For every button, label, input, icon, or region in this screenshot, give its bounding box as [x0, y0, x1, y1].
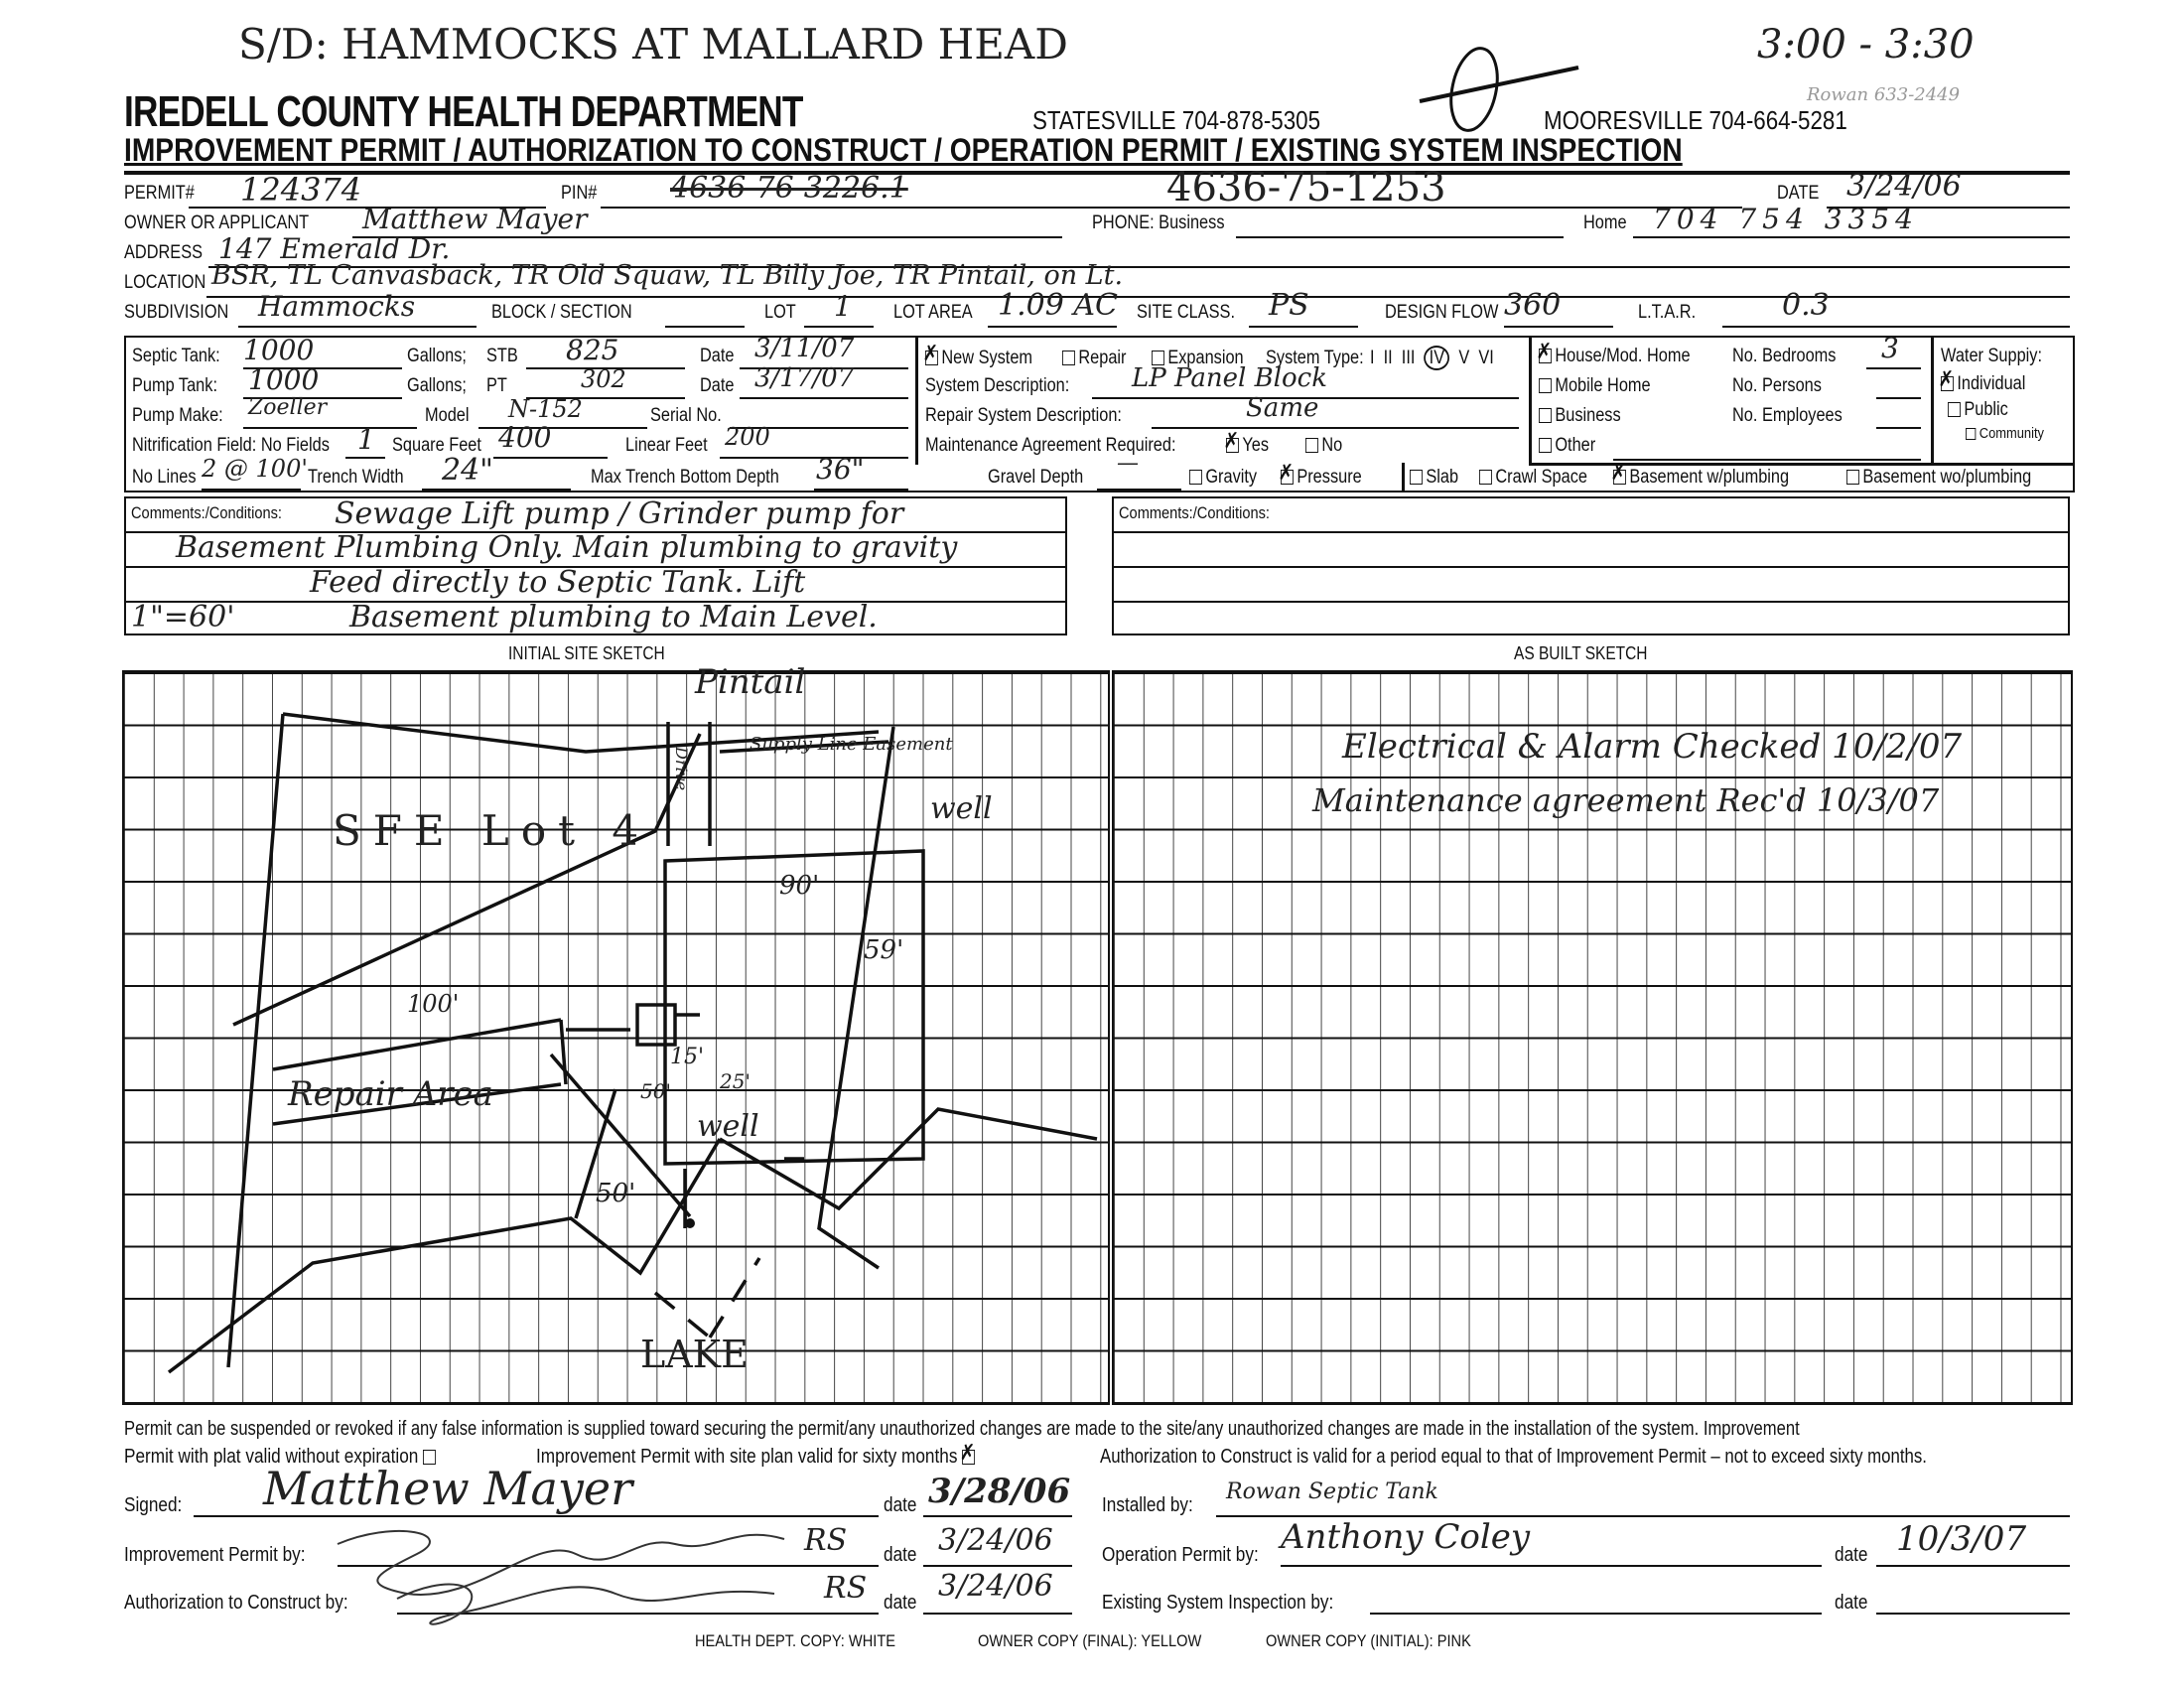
stb-label: STB	[486, 346, 518, 366]
serial-label: Serial No.	[650, 405, 722, 426]
lot-value: 1	[834, 290, 852, 323]
community-checkbox[interactable]	[1966, 425, 2044, 442]
revocation-notice: Permit can be suspended or revoked if any false information is supplied toward securing the permit/any unauthorized changes are made to the site/any unauthorized changes are made in the installation of the system. Improvement	[124, 1418, 1800, 1440]
bedrooms-value: 3	[1881, 332, 1899, 364]
public-checkbox[interactable]	[1948, 399, 2008, 421]
trench-width-field[interactable]	[422, 453, 571, 491]
handwritten-subdivision-note: S/D: HAMMOCKS AT MALLARD HEAD	[238, 20, 1068, 69]
sketch-label-drive: Drive	[672, 747, 691, 791]
block-field[interactable]	[665, 298, 745, 328]
sketch-label-tank-distance: 15'	[670, 1045, 705, 1069]
improvement-permit-signature: RS	[804, 1523, 848, 1558]
subdivision-field[interactable]	[238, 290, 477, 328]
checkbox-checked-icon	[1613, 470, 1626, 485]
slab-label: Slab	[1426, 467, 1459, 488]
gallons-label: Gallons;	[407, 375, 467, 396]
system-type-iv-selected[interactable]: IV	[1425, 346, 1450, 370]
mobile-home-label: Mobile Home	[1555, 375, 1651, 396]
plat-label: Permit with plat valid without expiration	[124, 1446, 419, 1468]
esi-date-field[interactable]	[1876, 1577, 2070, 1615]
handwritten-note-right: Rowan 633-2449	[1807, 84, 1961, 105]
atc-date-field[interactable]	[923, 1569, 1072, 1615]
max-depth-label: Max Trench Bottom Depth	[591, 467, 779, 488]
employees-label: No. Employees	[1732, 405, 1843, 426]
mobile-home-checkbox[interactable]	[1539, 375, 1651, 397]
address-value: 147 Emerald Dr.	[218, 232, 451, 265]
system-type-ii[interactable]: II	[1383, 348, 1393, 368]
lake-edge-path	[169, 1139, 720, 1372]
system-type-label: System Type:	[1266, 348, 1364, 368]
sketch-label-house-width: 90'	[779, 871, 820, 901]
signed-field[interactable]	[194, 1462, 879, 1517]
comment-rule	[1114, 531, 2068, 533]
maintenance-no-checkbox[interactable]	[1305, 435, 1342, 457]
ltar-field[interactable]	[1722, 288, 2070, 328]
lot-label: LOT	[764, 302, 796, 323]
sketch-label-distance-50b: 50'	[596, 1179, 636, 1208]
comments-left-box[interactable]	[124, 496, 1067, 635]
new-system-checkbox[interactable]	[925, 348, 1032, 369]
checkbox-icon	[1539, 408, 1552, 423]
checkbox-checked-icon	[925, 351, 938, 365]
system-type-iii[interactable]: III	[1401, 348, 1416, 368]
sketch-label-lines-length: 100'	[407, 990, 460, 1018]
op-date-value: 10/3/07	[1896, 1519, 2027, 1559]
house-checkbox[interactable]	[1539, 346, 1691, 367]
initial-sketch-title: INITIAL SITE SKETCH	[508, 643, 665, 663]
water-supply-title: Water Suppiy:	[1941, 346, 2043, 366]
permit-label: PERMIT#	[124, 183, 195, 204]
square-feet-value: 400	[498, 421, 552, 454]
comment-line-2: Basement Plumbing Only. Main plumbing to gravity	[176, 530, 958, 565]
pin-label: PIN#	[561, 183, 598, 204]
repair-checkbox[interactable]	[1062, 348, 1126, 369]
house-label: House/Mod. Home	[1555, 346, 1691, 366]
square-feet-label: Square Feet	[392, 435, 481, 456]
basement-w-checkbox[interactable]	[1613, 467, 1789, 489]
divider	[1931, 336, 1934, 465]
existing-inspection-by-field[interactable]	[1370, 1577, 1822, 1615]
other-field[interactable]	[1613, 435, 1921, 461]
max-depth-value: 36"	[816, 453, 865, 486]
owner-label: OWNER OR APPLICANT	[124, 212, 310, 233]
subdivision-value: Hammocks	[258, 290, 416, 323]
signed-date-label: date	[884, 1494, 917, 1516]
pump-tank-value: 1000	[248, 363, 320, 396]
operation-permit-by-field[interactable]	[1281, 1517, 1822, 1567]
as-built-sketch-title: AS BUILT SKETCH	[1514, 643, 1648, 663]
stb-date-label: Date	[700, 346, 735, 366]
pt-label: PT	[486, 375, 507, 396]
site-class-value: PS	[1269, 288, 1309, 323]
persons-field[interactable]	[1876, 371, 1921, 399]
improvement-permit-by-label: Improvement Permit by:	[124, 1544, 306, 1566]
system-description-label: System Description:	[925, 375, 1070, 396]
pump-tank-mark	[637, 1005, 675, 1045]
system-type-v[interactable]: V	[1458, 348, 1470, 368]
checkbox-icon	[1410, 470, 1423, 485]
esi-date-label: date	[1835, 1592, 1868, 1614]
repair-description-value: Same	[1246, 393, 1319, 423]
checkbox-icon	[1479, 470, 1492, 485]
comment-rule	[1114, 566, 2068, 568]
square-feet-field[interactable]	[493, 421, 608, 459]
subdivision-label: SUBDIVISION	[124, 302, 229, 323]
public-label: Public	[1964, 399, 2008, 420]
slab-checkbox[interactable]	[1410, 467, 1458, 489]
community-label: Community	[1979, 425, 2044, 442]
statesville-phone: STATESVILLE 704-878-5305	[1032, 105, 1321, 135]
gravel-depth-field[interactable]	[1097, 451, 1181, 491]
phone-business-label: PHONE: Business	[1092, 212, 1225, 233]
site-class-field[interactable]	[1249, 288, 1358, 328]
business-label: Business	[1555, 405, 1621, 426]
pin-struck-value: 4636-76-3226.1	[670, 171, 908, 206]
system-type-i[interactable]: I	[1370, 348, 1375, 368]
handwritten-time: 3:00 - 3:30	[1757, 22, 1975, 68]
pt-date-field[interactable]	[740, 363, 908, 399]
home-label: Home	[1583, 212, 1627, 233]
owner-value: Matthew Mayer	[362, 203, 588, 235]
installed-by-field[interactable]	[1216, 1479, 2070, 1517]
comments-left-label: Comments:/Conditions:	[131, 503, 282, 522]
basement-wo-label: Basement wo/plumbing	[1862, 467, 2032, 488]
gravel-depth-label: Gravel Depth	[988, 467, 1084, 488]
maintenance-no-label: No	[1321, 435, 1343, 456]
checkbox-icon	[1539, 438, 1552, 453]
copy-owner-initial: OWNER COPY (INITIAL): PINK	[1266, 1631, 1471, 1650]
ltar-label: L.T.A.R.	[1638, 302, 1697, 323]
business-checkbox[interactable]	[1539, 405, 1621, 427]
copy-owner-final: OWNER COPY (FINAL): YELLOW	[978, 1631, 1202, 1650]
pump-make-label: Pump Make:	[132, 405, 223, 426]
checkbox-checked-icon	[962, 1450, 975, 1465]
bedrooms-field[interactable]	[1866, 332, 1921, 369]
model-label: Model	[425, 405, 470, 426]
pt-date-label: Date	[700, 375, 735, 396]
checkbox-icon	[1846, 470, 1859, 485]
trench-line-1	[273, 1020, 561, 1069]
lot-area-field[interactable]	[988, 288, 1118, 328]
lot-field[interactable]	[804, 290, 874, 328]
pin-value: 4636-75-1253	[1166, 165, 1446, 211]
no-lines-label: No Lines	[132, 467, 197, 488]
checkbox-icon	[1062, 351, 1075, 365]
sketch-label-sfe-lot: SFE Lot 4	[333, 806, 651, 855]
repair-description-field[interactable]	[1152, 393, 1519, 429]
septic-tank-label: Septic Tank:	[132, 346, 220, 366]
crawl-space-checkbox[interactable]	[1479, 467, 1587, 489]
gravel-depth-value: —	[1117, 451, 1139, 476]
date-value: 3/24/06	[1846, 169, 1962, 204]
existing-inspection-by-label: Existing System Inspection by:	[1102, 1592, 1334, 1614]
no-lines-value: 2 @ 100'	[202, 455, 308, 483]
design-flow-label: DESIGN FLOW	[1385, 302, 1499, 323]
new-system-label: New System	[941, 348, 1033, 368]
signed-date-value: 3/28/06	[928, 1472, 1071, 1511]
individual-label: Individual	[1957, 373, 2026, 394]
repair-description-label: Repair System Description:	[925, 405, 1122, 426]
op-date-field[interactable]	[1876, 1519, 2070, 1567]
basement-w-label: Basement w/plumbing	[1629, 467, 1790, 488]
atc-by-label: Authorization to Construct by:	[124, 1592, 348, 1614]
gravity-label: Gravity	[1205, 467, 1258, 488]
repair-label: Repair	[1078, 348, 1127, 368]
pump-make-value: Zoeller	[248, 395, 328, 420]
individual-checkbox[interactable]	[1941, 373, 2025, 395]
checkbox-icon	[1539, 378, 1552, 393]
signed-date-field[interactable]	[923, 1472, 1072, 1517]
maintenance-yes-checkbox[interactable]	[1226, 435, 1269, 457]
expansion-label: Expansion	[1167, 348, 1244, 368]
trench-width-label: Trench Width	[308, 467, 404, 488]
linear-feet-label: Linear Feet	[625, 435, 708, 456]
checkbox-icon	[1305, 438, 1318, 453]
checkbox-checked-icon	[1941, 376, 1954, 391]
comments-right-box[interactable]	[1112, 496, 2070, 635]
agency-name: IREDELL COUNTY HEALTH DEPARTMENT	[124, 87, 803, 136]
system-description-value: LP Panel Block	[1132, 363, 1327, 393]
model-value: N-152	[508, 395, 583, 423]
checkbox-checked-icon	[1539, 349, 1552, 363]
copy-health-dept: HEALTH DEPT. COPY: WHITE	[695, 1631, 896, 1650]
checkbox-checked-icon	[1281, 470, 1294, 485]
persons-label: No. Persons	[1732, 375, 1822, 396]
home-phone-field[interactable]	[1633, 203, 2070, 238]
sketch-label-house-depth: 59'	[864, 935, 904, 965]
ip-date-label: date	[884, 1544, 917, 1566]
operation-permit-signature: Anthony Coley	[1281, 1517, 1531, 1557]
form-title: IMPROVEMENT PERMIT / AUTHORIZATION TO CONSTRUCT / OPERATION PERMIT / EXISTING SYSTEM INSPECTION	[124, 132, 1683, 168]
installed-by-value: Rowan Septic Tank	[1226, 1479, 1438, 1504]
lot-area-value: 1.09 AC	[998, 288, 1118, 323]
block-label: BLOCK / SECTION	[491, 302, 632, 323]
comments-right-label: Comments:/Conditions:	[1119, 503, 1270, 522]
sketch-label-repair-area: Repair Area	[288, 1074, 493, 1114]
pt-date-value: 3/17/07	[754, 363, 855, 393]
sketch-label-pintail: Pintail	[695, 662, 806, 702]
comment-line-3: Feed directly to Septic Tank. Lift	[310, 565, 806, 600]
system-type-options[interactable]	[1370, 348, 1494, 369]
lot-area-label: LOT AREA	[893, 302, 973, 323]
ip-date-value: 3/24/06	[938, 1523, 1053, 1558]
system-type-vi[interactable]: VI	[1478, 348, 1494, 368]
op-date-label: date	[1835, 1544, 1868, 1566]
ip-date-field[interactable]	[923, 1523, 1072, 1567]
septic-tank-value: 1000	[243, 334, 315, 366]
design-flow-field[interactable]	[1504, 288, 1613, 328]
no-lines-field[interactable]	[202, 455, 308, 491]
checkbox-icon	[1948, 402, 1961, 417]
checkbox-checked-icon	[1226, 438, 1239, 453]
no-fields-value: 1	[357, 423, 375, 456]
maintenance-yes-label: Yes	[1242, 435, 1269, 456]
as-built-note-1: Electrical & Alarm Checked 10/2/07	[1342, 727, 1963, 767]
atc-validity-notice: Authorization to Construct is valid for a period equal to that of Improvement Permit – not to exceed sixty months.	[1100, 1446, 1927, 1468]
header-rule	[124, 171, 2070, 175]
location-label: LOCATION	[124, 272, 206, 293]
pin-field[interactable]	[601, 165, 1742, 211]
property-line-left	[228, 714, 283, 1367]
divider	[915, 336, 918, 465]
site-class-label: SITE CLASS.	[1137, 302, 1235, 323]
gallons-label: Gallons;	[407, 346, 467, 366]
other-label: Other	[1555, 435, 1596, 456]
well-dot	[685, 1218, 695, 1228]
pressure-label: Pressure	[1297, 467, 1362, 488]
trench-width-value: 24"	[442, 453, 493, 488]
gravity-checkbox[interactable]	[1189, 467, 1257, 489]
site-sketch-drawing	[124, 672, 1112, 1407]
signature-applicant: Matthew Mayer	[263, 1462, 633, 1515]
as-built-sketch-grid[interactable]	[1112, 670, 2073, 1405]
atc-signature: RS	[824, 1571, 868, 1606]
basement-wo-checkbox[interactable]	[1846, 467, 2031, 489]
pump-make-field[interactable]	[243, 395, 417, 429]
design-flow-value: 360	[1504, 288, 1562, 323]
sketch-label-well: well	[697, 1109, 759, 1144]
divider	[1402, 463, 1405, 493]
operation-permit-by-label: Operation Permit by:	[1102, 1544, 1259, 1566]
linear-feet-field[interactable]	[720, 423, 908, 459]
owner-field[interactable]	[352, 203, 1062, 238]
pressure-checkbox[interactable]	[1281, 467, 1362, 489]
mooresville-phone: MOORESVILLE 704-664-5281	[1544, 105, 1847, 135]
as-built-note-2: Maintenance agreement Rec'd 10/3/07	[1312, 781, 1940, 819]
site-plan-label: Improvement Permit with site plan valid for sixty months	[536, 1446, 958, 1468]
atc-date-value: 3/24/06	[938, 1569, 1053, 1604]
permit-number-value: 124374	[240, 171, 362, 209]
stb-date-value: 3/11/07	[754, 334, 855, 363]
other-checkbox[interactable]	[1539, 435, 1595, 457]
sketch-label-supply-line: Supply Line Easement	[750, 734, 953, 755]
linear-feet-value: 200	[725, 423, 770, 451]
phone-business-field[interactable]	[1236, 209, 1564, 238]
comment-line-1: Sewage Lift pump / Grinder pump for	[335, 496, 904, 531]
installed-by-label: Installed by:	[1102, 1494, 1193, 1516]
nitrification-label: Nitrification Field: No Fields	[132, 435, 330, 456]
ltar-value: 0.3	[1782, 288, 1830, 323]
comment-rule	[1114, 601, 2068, 603]
comment-line-4: Basement plumbing to Main Level.	[349, 600, 878, 634]
address-label: ADDRESS	[124, 242, 203, 263]
pt-value: 302	[581, 365, 626, 393]
stb-value: 825	[566, 334, 619, 366]
date-label: DATE	[1777, 183, 1820, 204]
checkbox-icon	[1189, 470, 1202, 485]
location-value: BSR, TL Canvasback, TR Old Squaw, TL Billy Joe, TR Pintail, on Lt.	[211, 260, 1124, 291]
employees-field[interactable]	[1876, 401, 1921, 429]
checkbox-icon	[1966, 428, 1976, 440]
atc-date-label: date	[884, 1592, 917, 1614]
bedrooms-label: No. Bedrooms	[1732, 346, 1837, 366]
divider	[1529, 336, 1532, 465]
home-phone-value: 704 754 3354	[1653, 203, 1919, 235]
sketch-label-distance-25: 25'	[720, 1069, 751, 1093]
initial-site-sketch-grid[interactable]	[122, 662, 1110, 1405]
property-line-inner	[233, 734, 700, 1025]
crawl-space-label: Crawl Space	[1495, 467, 1587, 488]
no-fields-field[interactable]	[345, 423, 385, 459]
max-depth-field[interactable]	[814, 453, 908, 491]
sketch-label-distance-50a: 50'	[640, 1079, 671, 1103]
maintenance-label: Maintenance Agreement Required:	[925, 435, 1176, 456]
scale-note: 1"=60'	[131, 600, 235, 634]
signed-label: Signed:	[124, 1494, 183, 1516]
pump-tank-label: Pump Tank:	[132, 375, 217, 396]
sketch-label-well-top: well	[930, 791, 993, 826]
sketch-label-lake: LAKE	[640, 1333, 749, 1376]
